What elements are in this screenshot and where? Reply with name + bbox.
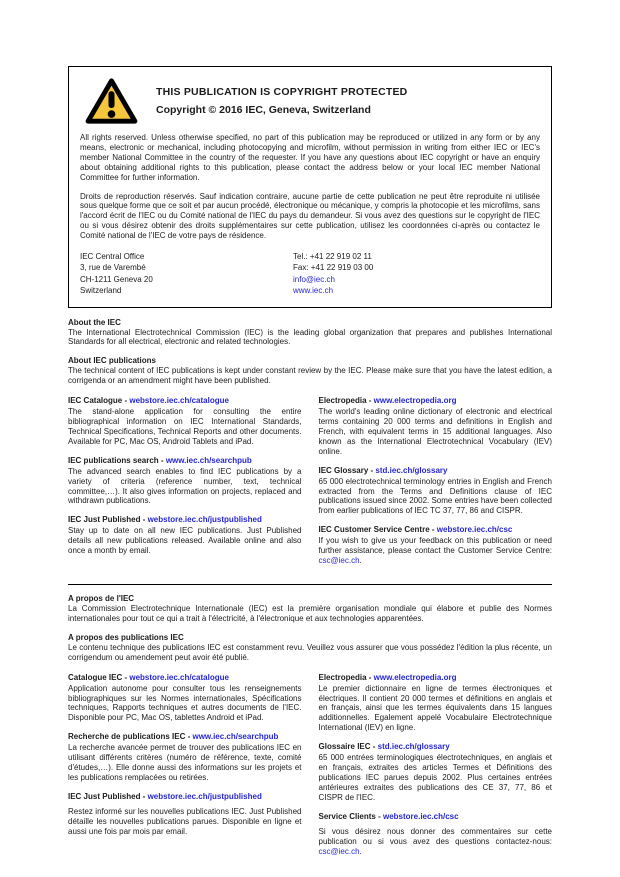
resource-title	[319, 396, 553, 405]
resource-title	[319, 525, 553, 534]
copyright-notice-en: All rights reserved. Unless otherwise specified, no part of this publication may be reproduced or utilized in any form or by any means, electronic or mechanical, including photocopying and microfilm, without permission in writing from either IEC or IEC's member National Committee in the country of the requester. If you have any questions about IEC copyright or have an enquiry about obtaining additional rights to this publication, please contact the address below or your local IEC member National Committee for further information.	[80, 133, 540, 182]
resource-description: Le premier dictionnaire en ligne de termes électroniques et électriques. Il contient 20 000 termes et définitions en anglais et en français, ainsi que les termes équivalents dans 15 langues additionnelles. Egalement appelé Vocabulaire Electrotechnique International (IEV) en ligne.	[318, 683, 552, 733]
section-paragraph: The technical content of IEC publications is kept under constant review by the IEC. Please make sure that you have the latest edition, a corrigenda or an amendment might have been published.	[68, 366, 552, 386]
resource-link[interactable]: webstore.iec.ch/justpublished	[147, 791, 262, 801]
resource-label: IEC publications search -	[68, 455, 166, 465]
resource-item	[68, 732, 302, 783]
resource-description-text: Si vous désirez nous donner des commentaires sur cette publication ou si vous avez des questions contactez-nous:	[318, 826, 552, 846]
resource-description	[319, 536, 553, 566]
contact-block	[80, 251, 540, 296]
resource-title	[68, 732, 302, 741]
resources-left-fr	[68, 673, 302, 866]
resource-link[interactable]: www.iec.ch/searchpub	[165, 455, 252, 465]
section-paragraph: The International Electrotechnical Commission (IEC) is the leading global organization that prepares and publishes International Standards for all electrical, electronic and related technologies.	[68, 327, 552, 347]
section-heading-about-iec: About the IEC	[68, 317, 121, 327]
resource-description: 65 000 electrotechnical terminology entries in English and French extracted from the Terms and Definitions clause of IEC publications issued since 2002. Some entries have been collected from earlier publications of IEC TC 37, 77, 86 and CISPR.	[318, 476, 552, 516]
resources-left-en	[68, 396, 302, 575]
about-iec-fr	[68, 594, 552, 865]
resource-title	[68, 396, 302, 405]
phone-web-block	[293, 251, 373, 296]
resources-columns-fr	[68, 673, 552, 866]
fax-line: Fax: +41 22 919 03 00	[293, 263, 374, 273]
section-paragraph: Le contenu technique des publications IEC est constamment revu. Veuillez vous assurer que vous possédez l'édition la plus récente, un corrigendum ou amendement peut avoir été publié.	[68, 642, 552, 662]
address-block	[80, 251, 293, 296]
resource-item	[68, 456, 302, 507]
resource-title	[319, 673, 553, 682]
copyright-titles	[156, 86, 407, 116]
resource-item	[319, 525, 553, 566]
resource-item	[319, 396, 553, 457]
warning-triangle-icon	[84, 77, 139, 125]
resource-description: The world's leading online dictionary of electronic and electrical terms containing 20 000 terms and definitions in English and French, with equivalent terms in 15 additional languages. Also known as the International Electrotechnical Vocabulary (IEV) online.	[318, 407, 552, 456]
copyright-header	[84, 77, 540, 125]
resource-description	[319, 827, 553, 857]
resource-label: IEC Glossary -	[318, 465, 376, 475]
email-link[interactable]: info@iec.ch	[293, 274, 335, 284]
resource-item	[319, 742, 553, 803]
copyright-subtitle: Copyright © 2016 IEC, Geneva, Switzerland	[156, 104, 371, 116]
resource-label: Glossaire IEC -	[318, 742, 378, 752]
tel-line: Tel.: +41 22 919 02 11	[293, 252, 372, 262]
resource-item	[319, 673, 553, 734]
resource-title	[319, 742, 553, 751]
website-link[interactable]: www.iec.ch	[293, 286, 334, 296]
resource-label: Electropedia -	[318, 396, 374, 406]
address-line: 3, rue de Varembé	[80, 263, 146, 273]
email-link[interactable]: csc@iec.ch	[318, 556, 360, 566]
resource-link[interactable]: www.electropedia.org	[373, 672, 457, 682]
resource-description: The stand-alone application for consulting the entire bibliographical information on IEC International Standards, Technical Specifications, Technical Reports and other documents. Available for PC, Mac OS, Android Tablets and iPad.	[68, 407, 302, 446]
resource-label: IEC Just Published -	[68, 515, 148, 525]
address-line: CH-1211 Geneva 20	[80, 274, 153, 284]
resource-title	[319, 812, 553, 821]
resources-columns-en	[68, 396, 552, 575]
resources-right-fr	[319, 673, 553, 866]
resources-right-en	[319, 396, 553, 575]
resource-title	[68, 456, 302, 465]
resource-title	[68, 515, 302, 524]
address-line: Switzerland	[80, 286, 122, 296]
resource-item	[319, 812, 553, 857]
resource-item	[68, 792, 302, 837]
resource-description-text: .	[359, 846, 362, 856]
resource-description: Stay up to date on all new IEC publications. Just Published details all new publications released. Available online and also once a month by email.	[68, 526, 302, 556]
resource-label: Service Clients -	[318, 811, 383, 821]
resource-link[interactable]: std.iec.ch/glossary	[375, 465, 448, 475]
copyright-title: THIS PUBLICATION IS COPYRIGHT PROTECTED	[156, 86, 408, 98]
resource-label: Catalogue IEC -	[68, 672, 130, 682]
resource-link[interactable]: webstore.iec.ch/csc	[436, 525, 513, 535]
resource-description-text: .	[359, 556, 362, 566]
resource-label: Electropedia -	[318, 672, 374, 682]
section-divider	[68, 584, 552, 585]
resource-link[interactable]: webstore.iec.ch/catalogue	[129, 672, 229, 682]
copyright-notice-fr: Droits de reproduction réservés. Sauf indication contraire, aucune partie de cette publication ne peut être reproduite ni utilisée sous quelque forme que ce soit et par aucun procédé, électronique ou mécanique, y compris la photocopie et les microfilms, sans l'accord écrit de l'IEC ou du Comité national de l'IEC du pays du demandeur. Si vous avez des questions sur le copyright de l'IEC ou si vous désirez obtenir des droits supplémentaires sur cette publication, utilisez les coordonnées ci-après ou contactez le Comité national de l'IEC de votre pays de résidence.	[80, 191, 540, 241]
resource-link[interactable]: webstore.iec.ch/catalogue	[129, 396, 229, 406]
email-link[interactable]: csc@iec.ch	[318, 846, 360, 856]
resource-title	[319, 466, 553, 475]
resource-link[interactable]: www.electropedia.org	[373, 396, 457, 406]
section-paragraph: La Commission Electrotechnique Internationale (IEC) est la première organisation mondiale qui élabore et publie des Normes internationales pour tout ce qui a trait à l'électricité, à l'électronique et aux technologies apparentées.	[68, 604, 552, 623]
section-heading-apropos-iec: A propos de l'IEC	[68, 594, 135, 603]
copyright-notice-box	[68, 66, 552, 308]
resource-title	[68, 673, 302, 682]
resource-label: IEC Customer Service Centre -	[318, 525, 437, 535]
resource-description-text: If you wish to give us your feedback on this publication or need further assistance, please contact the Customer Service Centre:	[318, 536, 552, 556]
address-line: IEC Central Office	[80, 252, 145, 262]
about-iec-en	[68, 318, 552, 576]
resource-link[interactable]: std.iec.ch/glossary	[377, 742, 450, 752]
section-heading-apropos-publications: A propos des publications IEC	[68, 632, 184, 642]
resource-description: Application autonome pour consulter tous les renseignements bibliographiques sur les Normes internationales, Spécifications techniques, Rapports techniques et autres documents de l'IEC. Disponible pour PC, Mac OS, tablettes Android et iPad.	[68, 683, 302, 723]
resource-item	[68, 515, 302, 556]
resource-description: La recherche avancée permet de trouver des publications IEC en utilisant différents critères (numéro de référence, texte, comité d'études,…). Elle donne aussi des informations sur les projets et les publications remplacées ou retirées.	[68, 743, 302, 782]
section-heading-about-publications: About IEC publications	[68, 356, 156, 366]
resource-label: Recherche de publications IEC -	[68, 732, 193, 742]
resource-item	[319, 466, 553, 517]
resource-item	[68, 396, 302, 447]
resource-link[interactable]: www.iec.ch/searchpub	[192, 732, 279, 742]
resource-link[interactable]: webstore.iec.ch/justpublished	[147, 515, 262, 525]
resource-item	[68, 673, 302, 724]
resource-description: The advanced search enables to find IEC publications by a variety of criteria (reference number, text, technical committee,…). It also gives information on projects, replaced and withdrawn publications.	[68, 466, 302, 506]
resource-label: IEC Catalogue -	[68, 396, 130, 406]
resource-description: 65 000 entrées terminologiques électrotechniques, en anglais et en français, extraites des articles Termes et Définitions des publications IEC parues depuis 2002. Plus certaines entrées antérieures extraites des publications des CE 37, 77, 86 et CISPR de l'IEC.	[318, 753, 552, 802]
resource-link[interactable]: webstore.iec.ch/csc	[382, 811, 459, 821]
resource-title	[68, 792, 302, 801]
resource-description: Restez informé sur les nouvelles publications IEC. Just Published détaille les nouvelles publications parues. Disponible en ligne et aussi une fois par mois par email.	[68, 806, 302, 836]
resource-label: IEC Just Published -	[68, 791, 148, 801]
